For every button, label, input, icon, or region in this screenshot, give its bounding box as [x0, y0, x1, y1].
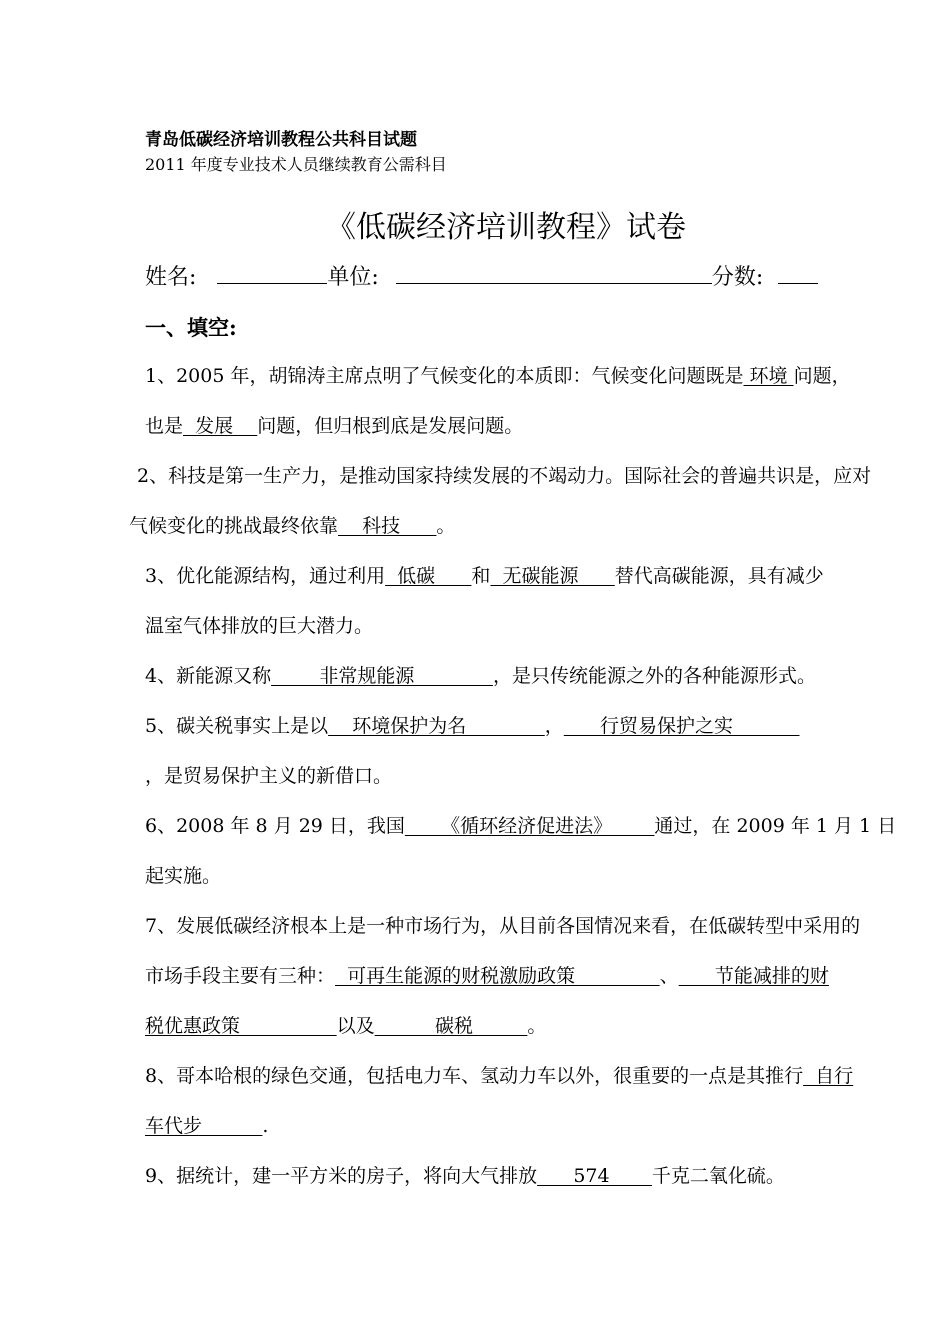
- q1-text-a: 1、2005 年，胡锦涛主席点明了气候变化的本质即：气候变化问题既是: [145, 365, 744, 387]
- q3-text-b: 和: [471, 565, 491, 587]
- q7-text-c: 、: [659, 965, 679, 987]
- question-7-line-3: [145, 1013, 546, 1039]
- q1-answer-2: 发展: [183, 415, 258, 437]
- question-3-line-1: [145, 563, 824, 589]
- q5-text-a: 5、碳关税事实上是以: [145, 715, 329, 737]
- unit-label: 单位:: [327, 265, 379, 290]
- question-7-line-1: 7、发展低碳经济根本上是一种市场行为，从目前各国情况来看，在低碳转型中采用的: [145, 915, 861, 937]
- q5-text-b: ，: [544, 715, 564, 737]
- question-1-line-2: [145, 413, 523, 439]
- question-5-line-1: [145, 713, 799, 739]
- q7-answer-3: 碳税: [374, 1015, 528, 1037]
- question-8-line-2: [145, 1113, 268, 1139]
- header-line-1: 青岛低碳经济培训教程公共科目试题: [145, 130, 417, 150]
- q7-answer-1: 可再生能源的财税激励政策: [335, 965, 660, 987]
- exam-title: 《低碳经济培训教程》试卷: [326, 210, 686, 245]
- q3-answer-1: 低碳: [385, 565, 472, 587]
- question-1-line-1: [145, 363, 851, 389]
- q2-text-b: 气候变化的挑战最终依靠: [129, 515, 339, 537]
- score-blank: [778, 263, 818, 284]
- q1-text-c: 也是: [145, 415, 184, 437]
- question-6-line-2: 起实施。: [145, 865, 222, 887]
- q3-text-c: 替代高碳能源，具有减少: [614, 565, 824, 587]
- q9-answer: 574: [537, 1165, 652, 1187]
- q2-answer: 科技: [338, 515, 437, 537]
- question-7-line-2: [145, 963, 829, 989]
- question-2-line-2: [129, 513, 455, 539]
- q5-answer-1: 环境保护为名: [328, 715, 545, 737]
- q4-text-b: ，是只传统能源之外的各种能源形式。: [492, 665, 816, 687]
- q8-answer-cont: 车代步: [145, 1115, 263, 1137]
- q1-answer-1: 环境: [743, 365, 794, 387]
- q2-text-c: 。: [436, 515, 456, 537]
- q7-text-b: 市场手段主要有三种：: [145, 965, 336, 987]
- q7-answer-2-cont: 税优惠政策: [145, 1015, 337, 1037]
- q1-text-d: 问题，但归根到底是发展问题。: [257, 415, 524, 437]
- info-fields: [145, 263, 818, 293]
- q8-text-b: .: [262, 1115, 269, 1137]
- header-line-2: 2011 年度专业技术人员继续教育公需科目: [145, 155, 447, 174]
- q9-text-b: 千克二氧化硫。: [651, 1165, 785, 1187]
- q7-answer-2: 节能减排的财: [678, 965, 829, 987]
- question-3-line-2: 温室气体排放的巨大潜力。: [145, 615, 374, 637]
- unit-blank: [396, 263, 712, 284]
- score-label: 分数:: [711, 265, 764, 290]
- q6-text-b: 通过，在 2009 年 1 月 1 日: [654, 815, 897, 837]
- question-4-line-1: [145, 663, 816, 689]
- q6-answer: 《循环经济促进法》: [404, 815, 655, 837]
- section-heading: 一、填空:: [145, 315, 237, 340]
- q5-answer-2: 行贸易保护之实: [563, 715, 800, 737]
- q7-text-e: 。: [527, 1015, 547, 1037]
- q3-answer-2: 无碳能源: [490, 565, 615, 587]
- q3-text-a: 3、优化能源结构，通过利用: [145, 565, 386, 587]
- name-blank: [217, 263, 327, 284]
- q7-text-d: 以及: [336, 1015, 375, 1037]
- question-8-line-1: [145, 1063, 853, 1089]
- q1-text-b: 问题，: [793, 365, 851, 387]
- question-6-line-1: [145, 813, 896, 839]
- q6-text-a: 6、2008 年 8 月 29 日，我国: [145, 815, 405, 837]
- question-9-line-1: [145, 1163, 785, 1189]
- q4-text-a: 4、新能源又称: [145, 665, 272, 687]
- question-5-line-2: ，是贸易保护主义的新借口。: [145, 765, 393, 787]
- q4-answer: 非常规能源: [271, 665, 493, 687]
- q8-answer: 自行: [803, 1065, 854, 1087]
- q9-text-a: 9、据统计，建一平方米的房子，将向大气排放: [145, 1165, 538, 1187]
- question-2-line-1: 2、科技是第一生产力，是推动国家持续发展的不竭动力。国际社会的普遍共识是，应对: [137, 465, 872, 487]
- q8-text-a: 8、哥本哈根的绿色交通，包括电力车、氢动力车以外，很重要的一点是其推行: [145, 1065, 804, 1087]
- name-label: 姓名:: [145, 265, 197, 290]
